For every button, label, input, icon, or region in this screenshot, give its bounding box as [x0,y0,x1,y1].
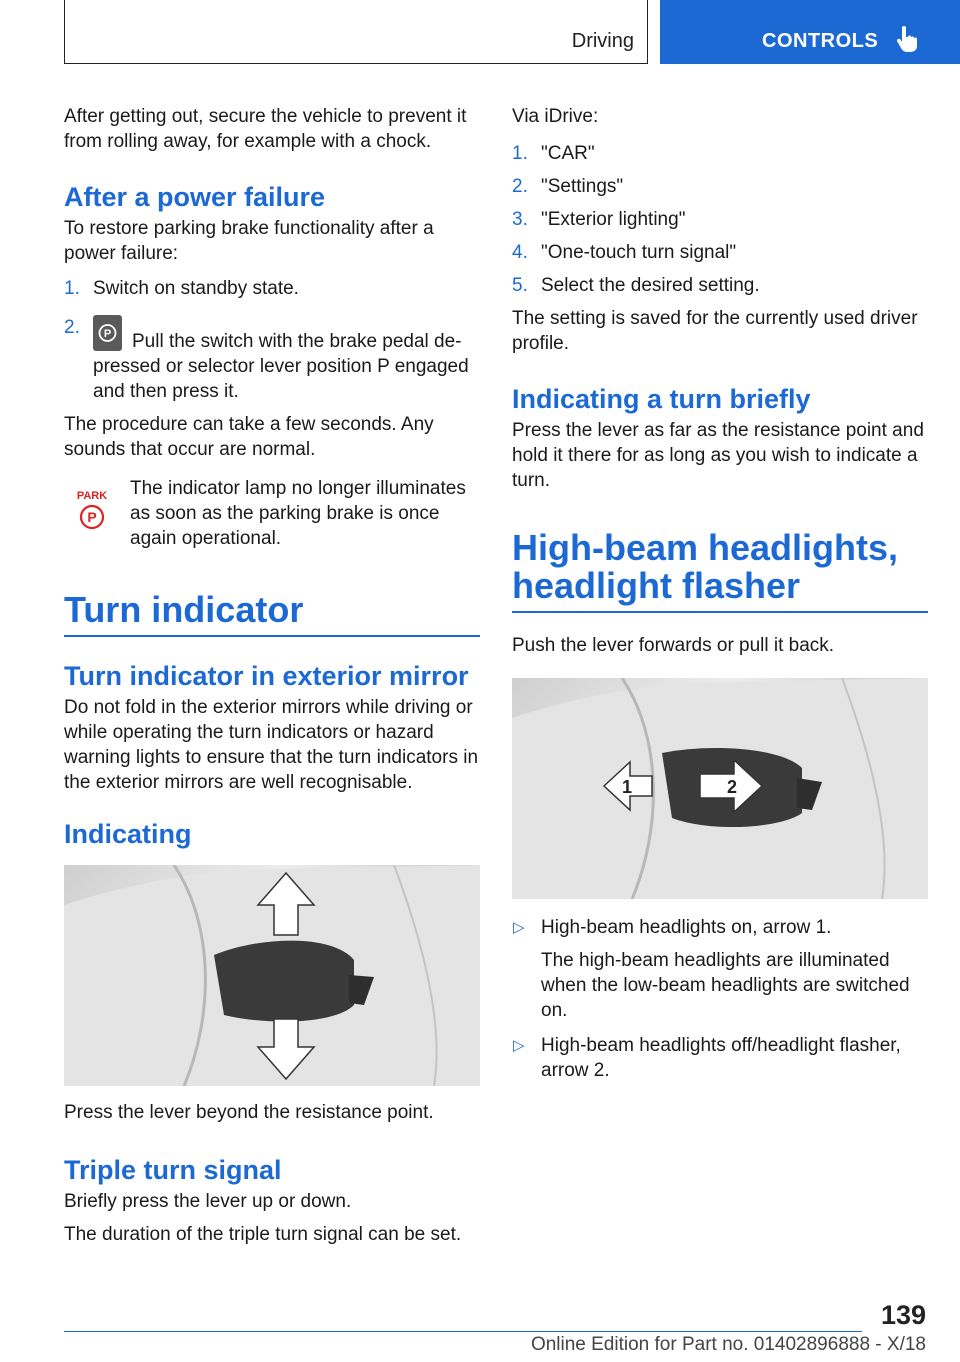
step-number: 5. [512,275,528,296]
step-number: 4. [512,242,528,263]
step-number: 2. [64,317,80,338]
mirror-heading: Turn indicator in exterior mirror [64,661,469,691]
bullet-subtext: The high-beam headlights are illuminated when the low-beam headlights are switched on. [541,950,910,1021]
left-column [64,104,480,1247]
step-number: 2. [512,176,528,197]
list-item [512,240,928,265]
list-item [512,915,928,940]
pointing-hand-icon [896,26,918,54]
idrive-steps [512,141,928,298]
note-text: The indicator lamp no longer illuminates as soon as the parking brake is once again operational. [130,478,466,549]
via-idrive-text: Via iDrive: [512,106,599,127]
briefly-text: Press the lever as far as the resistance point and hold it there for as long as you wish to indicate a turn. [512,420,924,491]
turn-indicator-title: Turn indicator [64,589,304,630]
triple-heading: Triple turn signal [64,1155,282,1185]
triple-text-1: Briefly press the lever up or down. [64,1191,352,1212]
page-number: 139 [880,1300,926,1330]
indicating-lever-image [64,865,480,1086]
bullet-text: High-beam headlights on, arrow 1. [541,917,832,938]
park-warning-icon [72,488,112,537]
step-number: 1. [64,278,80,299]
bullet-triangle-icon: ▷ [513,1037,525,1054]
park-icon-text: PARK [76,490,108,502]
section-title: Driving [571,30,634,52]
list-item [64,276,480,301]
svg-text:P: P [87,509,97,525]
controls-tab[interactable] [660,0,960,64]
highbeam-title-line-2: headlight flasher [512,565,801,606]
footer-divider [64,1331,862,1332]
bullet-triangle-icon: ▷ [513,919,525,936]
list-item [512,207,928,232]
power-failure-steps [64,276,480,404]
list-item-sub [512,948,928,1023]
indicating-heading: Indicating [64,819,192,849]
highbeam-text: Push the lever forwards or pull it back. [512,635,835,656]
step-number: 1. [512,143,528,164]
indicator-note [64,476,480,551]
edition-text: Online Edition for Part no. 01402896888 - X/18 [530,1334,926,1355]
saved-text: The setting is saved for the currently used driver profile. [512,308,918,354]
power-failure-text: To restore parking brake functionality after a power failure: [64,218,434,264]
list-item [512,141,928,166]
list-item [64,315,480,404]
step-text: "CAR" [541,143,595,164]
briefly-heading: Indicating a turn briefly [512,384,811,414]
bullet-text: High-beam headlights off/headlight flasher, arrow 2. [541,1035,901,1081]
triple-text-2: The duration of the triple turn signal can be set. [64,1224,462,1245]
step-text: "One-touch turn signal" [541,242,737,263]
controls-tab-label: CONTROLS [762,30,879,52]
step-text: "Exterior lighting" [541,209,686,230]
step-text: "Settings" [541,176,624,197]
header-frame [64,0,648,64]
svg-text:P: P [103,328,112,340]
right-column [512,104,928,1083]
highbeam-lever-image [512,678,928,899]
power-failure-heading: After a power failure [64,182,326,212]
step-text: Switch on standby state. [93,278,299,299]
intro-text: After getting out, secure the vehicle to prevent it from rolling away, for example with a chock. [64,106,467,152]
mirror-text: Do not fold in the exterior mirrors while driving or while operating the turn indicators or hazard warning lights to ensure that the turn indicators in the exterior mirrors are well recognisable. [64,697,479,793]
step-number: 3. [512,209,528,230]
parking-brake-switch-icon [93,315,122,351]
step-text: Pull the switch with the brake pedal de-pressed or selector lever position P engaged and then press it. [93,331,469,402]
highbeam-title-line-1: High-beam headlights, [512,527,899,568]
procedure-text: The procedure can take a few seconds. Any sounds that occur are normal. [64,414,434,460]
list-item [512,174,928,199]
highbeam-bullets [512,915,928,1083]
arrow-2-label: 2 [727,777,738,797]
indicating-caption: Press the lever beyond the resistance point. [64,1102,434,1123]
list-item [512,1033,928,1083]
list-item [512,273,928,298]
arrow-1-label: 1 [622,777,633,797]
step-text: Select the desired setting. [541,275,760,296]
